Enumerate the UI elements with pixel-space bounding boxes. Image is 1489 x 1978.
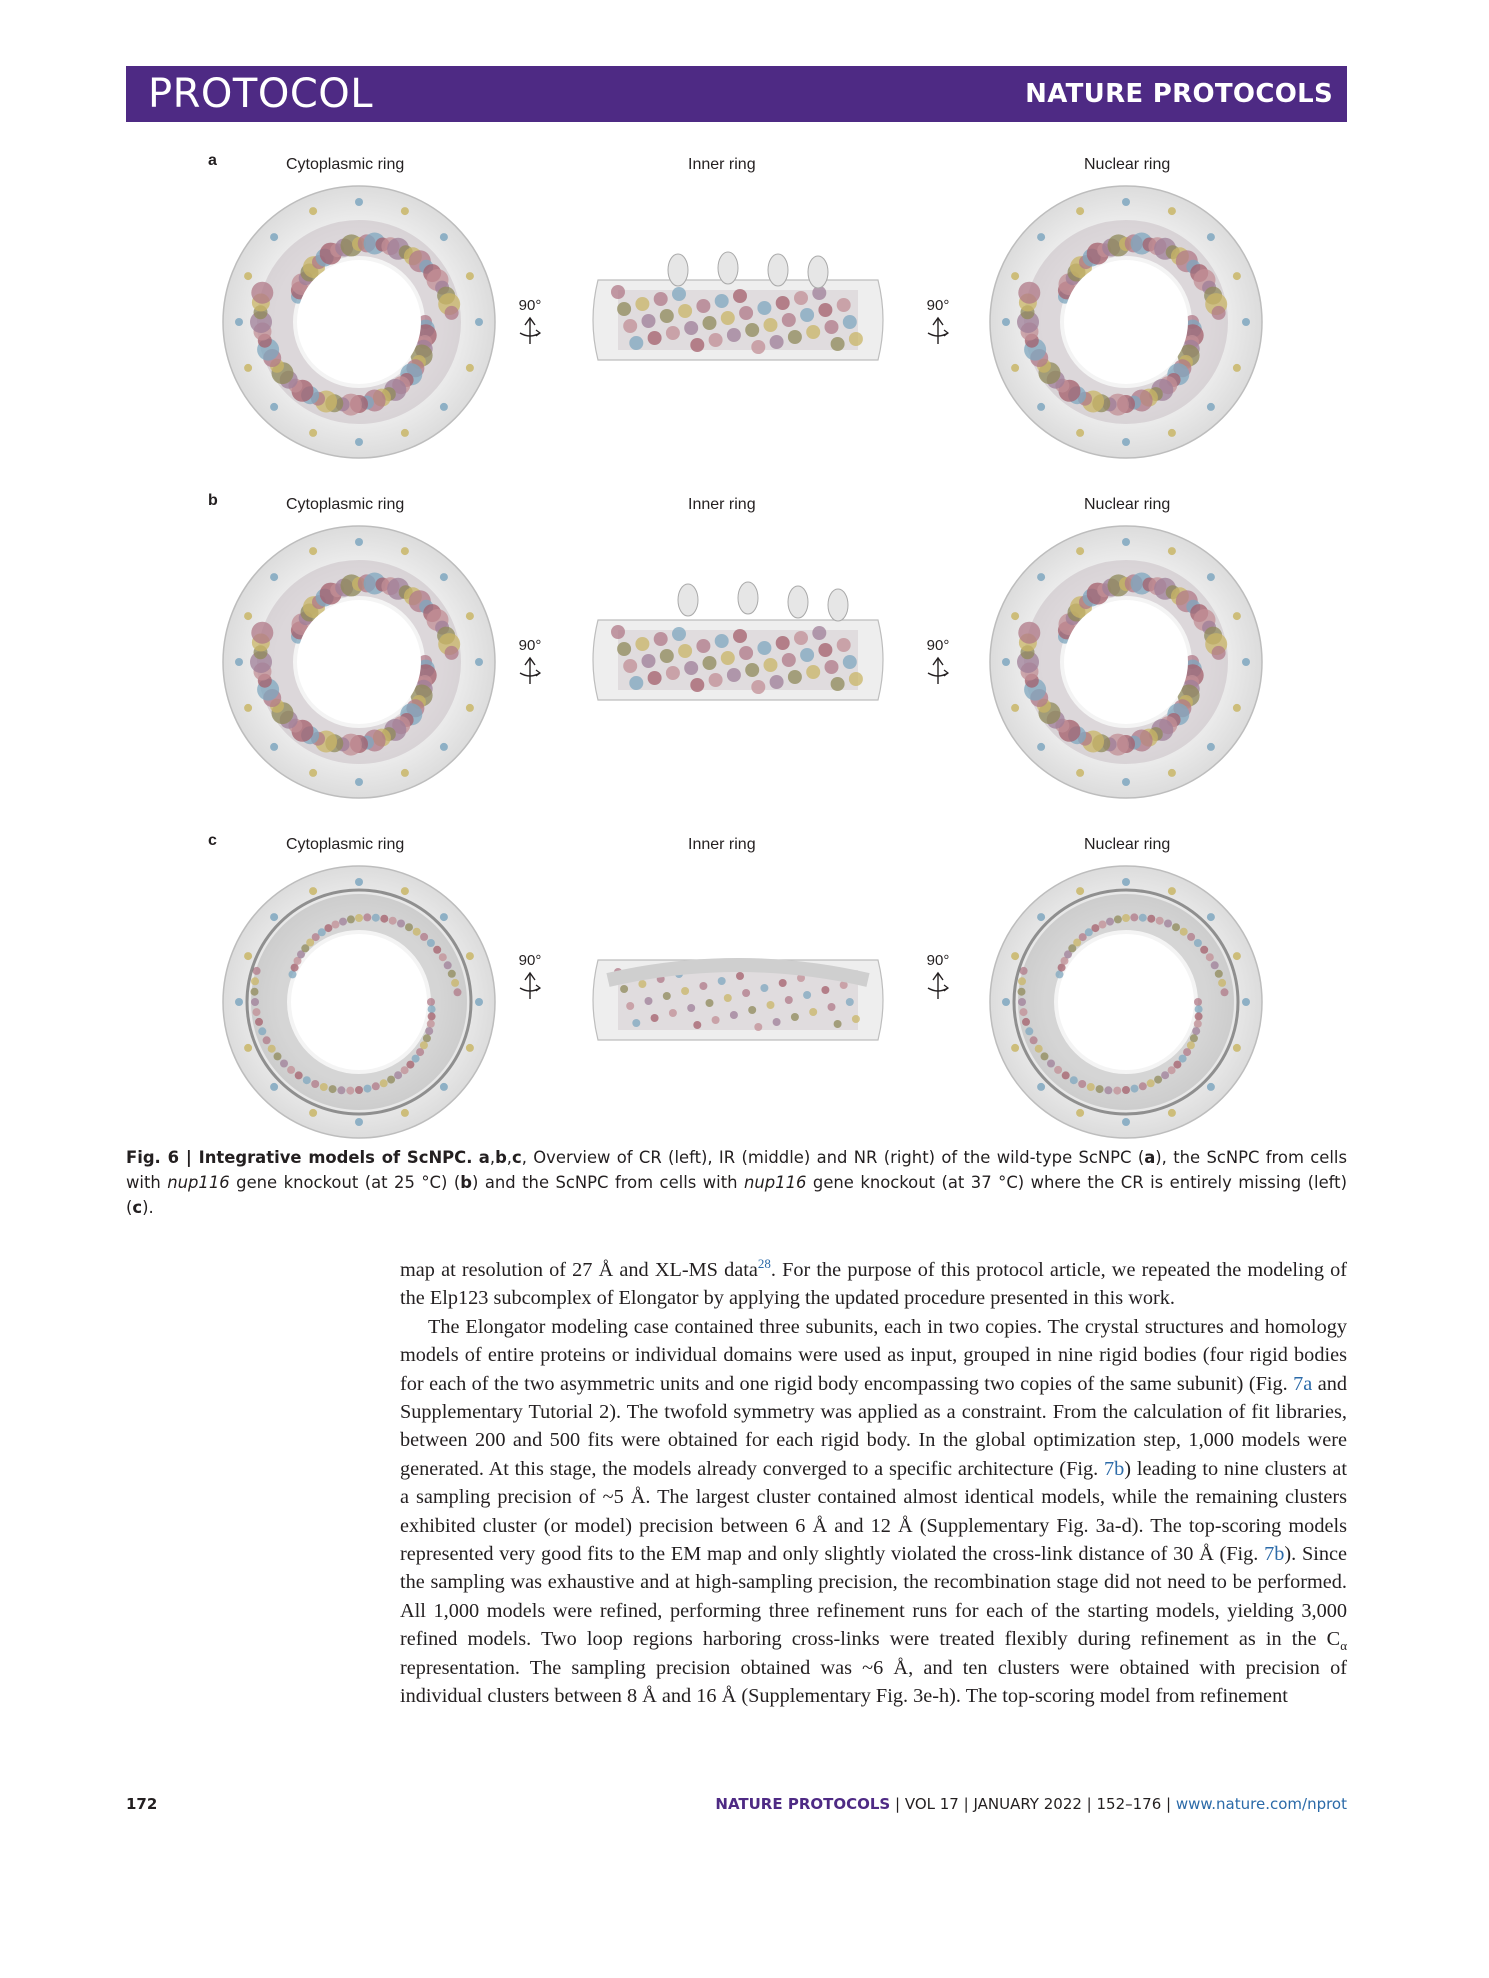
cytoplasmic-ring-label: Cytoplasmic ring bbox=[286, 836, 405, 853]
gene-name: nup116 bbox=[744, 1173, 807, 1192]
text: ). Since the sampling was exhaustive and at high-sampling precision, the recombination stage did not need to be performed. All 1,000 models were refined, performing three refinement runs for each of the starting models, yielding 3,000 refined models. Two loop regions harboring cross-links were treated flexibly during refinement as in the C bbox=[400, 1543, 1347, 1651]
caption-text: ) and the ScNPC from cells with bbox=[471, 1173, 744, 1192]
rotation-label: 90° bbox=[926, 952, 950, 969]
rotation-indicator bbox=[510, 637, 550, 697]
nuclear-ring-label: Nuclear ring bbox=[1084, 156, 1171, 173]
footer-url[interactable]: www.nature.com/nprot bbox=[1175, 1795, 1347, 1813]
cytoplasmic-ring-label: Cytoplasmic ring bbox=[286, 496, 405, 513]
rotation-indicator bbox=[510, 952, 550, 1012]
panel-ref: c bbox=[132, 1198, 143, 1217]
page-number: 172 bbox=[126, 1795, 158, 1813]
inner-ring-label: Inner ring bbox=[688, 836, 756, 853]
page-footer bbox=[126, 1795, 1347, 1819]
rotation-label: 90° bbox=[926, 297, 950, 314]
sep: , bbox=[506, 1148, 513, 1167]
caption-text: ). bbox=[142, 1198, 154, 1217]
body-text bbox=[400, 1256, 1347, 1711]
rotation-arrow-icon bbox=[925, 656, 951, 686]
footer-journal: NATURE PROTOCOLS bbox=[715, 1795, 891, 1813]
rotation-label: 90° bbox=[518, 637, 542, 654]
footer-volume: VOL 17 bbox=[904, 1795, 959, 1813]
paragraph bbox=[400, 1256, 1347, 1313]
panel-letter: c bbox=[208, 832, 217, 849]
caption-text: ), the ScNPC from cells with bbox=[126, 1148, 1347, 1192]
caption-text: gene knockout (at 25 °C) ( bbox=[229, 1173, 461, 1192]
text: . For the purpose of this protocol article, we repeated the modeling of the Elp123 subcomplex of Elongator by applying the updated procedure presented in this work. bbox=[400, 1259, 1348, 1310]
rotation-indicator bbox=[510, 297, 550, 357]
rotation-indicator bbox=[918, 297, 958, 357]
panel-ref: b bbox=[460, 1173, 472, 1192]
sep: | bbox=[890, 1795, 905, 1813]
rotation-arrow-icon bbox=[517, 316, 543, 346]
rotation-label: 90° bbox=[518, 952, 542, 969]
journal-header-bar bbox=[126, 66, 1347, 122]
nuclear-ring-label: Nuclear ring bbox=[1084, 496, 1171, 513]
footer-pages: 152–176 bbox=[1096, 1795, 1162, 1813]
inner-ring-label: Inner ring bbox=[688, 156, 756, 173]
nuclear-ring-label: Nuclear ring bbox=[1084, 836, 1171, 853]
text: The Elongator modeling case contained three subunits, each in two copies. The crystal structures and homology models of entire proteins or individual domains were used as input, grouped in nine rigid bodies (four rigid bodies for each of the two asymmetric units and one rigid body encompassing two copies of the same subunit) (Fig. bbox=[400, 1315, 1347, 1395]
rotation-indicator bbox=[918, 637, 958, 697]
section-label: PROTOCOL bbox=[148, 71, 374, 117]
cytoplasmic-ring-label: Cytoplasmic ring bbox=[286, 156, 405, 173]
rotation-arrow-icon bbox=[517, 656, 543, 686]
sep: | bbox=[958, 1795, 974, 1813]
nuclear-ring-image bbox=[986, 182, 1266, 462]
journal-name: NATURE PROTOCOLS bbox=[1025, 79, 1333, 109]
sep: | bbox=[1081, 1795, 1097, 1813]
rotation-label: 90° bbox=[926, 637, 950, 654]
figure-link[interactable]: 7b bbox=[1264, 1543, 1285, 1566]
rotation-indicator bbox=[918, 952, 958, 1012]
footer-date: JANUARY 2022 bbox=[973, 1795, 1082, 1813]
figure-panel-row-a bbox=[126, 152, 1347, 472]
text: map at resolution of 27 Å and XL-MS data bbox=[400, 1259, 758, 1281]
subscript-alpha: α bbox=[1340, 1638, 1347, 1654]
sep: , bbox=[489, 1148, 496, 1167]
rotation-arrow-icon bbox=[925, 971, 951, 1001]
nuclear-ring-image bbox=[986, 522, 1266, 802]
inner-ring-side-view bbox=[578, 910, 898, 1090]
nuclear-ring-image bbox=[986, 862, 1266, 1142]
caption-text: , Overview of CR (left), IR (middle) and NR (right) of the wild-type ScNPC ( bbox=[521, 1148, 1145, 1167]
inner-ring-side-view bbox=[578, 230, 898, 410]
inner-ring-label: Inner ring bbox=[688, 496, 756, 513]
panel-letter: b bbox=[208, 492, 218, 509]
panel-letter: a bbox=[208, 152, 217, 169]
caption-text: gene knockout (at 37 °C) where the CR is entirely missing (left) ( bbox=[126, 1173, 1347, 1217]
text: and Supplementary Tutorial 2). The twofold symmetry was applied as a constraint. From the calculation of fit libraries, between 200 and 500 fits were obtained for each rigid body. In the global optimization step, 1,000 models were generated. At this stage, the models already converged to a specific architecture (Fig. bbox=[400, 1372, 1347, 1480]
figure-panel-row-c bbox=[126, 832, 1347, 1152]
footer-citation bbox=[715, 1795, 1347, 1813]
cytoplasmic-ring-image bbox=[219, 862, 499, 1142]
cytoplasmic-ring-image bbox=[219, 182, 499, 462]
text: ) leading to nine clusters at a sampling precision of ~5 Å. The largest cluster contained almost identical models, while the remaining clusters exhibited cluster (or model) precision between 6 Å and 12 Å (Supplementary Fig. 3a-d). The top-scoring models represented very good fits to the EM map and only slightly violated the cross-link distance of 30 Å (Fig. bbox=[400, 1457, 1347, 1566]
figure-caption bbox=[126, 1145, 1347, 1220]
rotation-arrow-icon bbox=[925, 316, 951, 346]
panel-ref: a bbox=[1144, 1148, 1156, 1167]
panel-ref: b bbox=[495, 1148, 507, 1167]
text: representation. The sampling precision obtained was ~6 Å, and ten clusters were obtained with precision of individual clusters between 8 Å and 16 Å (Supplementary Fig. 3e-h). The top-scoring model from refinement bbox=[400, 1656, 1347, 1708]
rotation-label: 90° bbox=[518, 297, 542, 314]
panel-ref: a bbox=[478, 1148, 490, 1167]
inner-ring-side-view bbox=[578, 570, 898, 750]
cytoplasmic-ring-image bbox=[219, 522, 499, 802]
figure-title: Fig. 6 | Integrative models of ScNPC. bbox=[126, 1148, 473, 1167]
gene-name: nup116 bbox=[167, 1173, 230, 1192]
sep: | bbox=[1161, 1795, 1176, 1813]
figure-link[interactable]: 7b bbox=[1104, 1457, 1125, 1480]
paragraph bbox=[400, 1313, 1347, 1711]
figure-panel-row-b bbox=[126, 492, 1347, 812]
panel-ref: c bbox=[512, 1148, 522, 1167]
rotation-arrow-icon bbox=[517, 971, 543, 1001]
figure-link[interactable]: 7a bbox=[1293, 1372, 1313, 1395]
reference-link[interactable]: 28 bbox=[757, 1256, 771, 1272]
